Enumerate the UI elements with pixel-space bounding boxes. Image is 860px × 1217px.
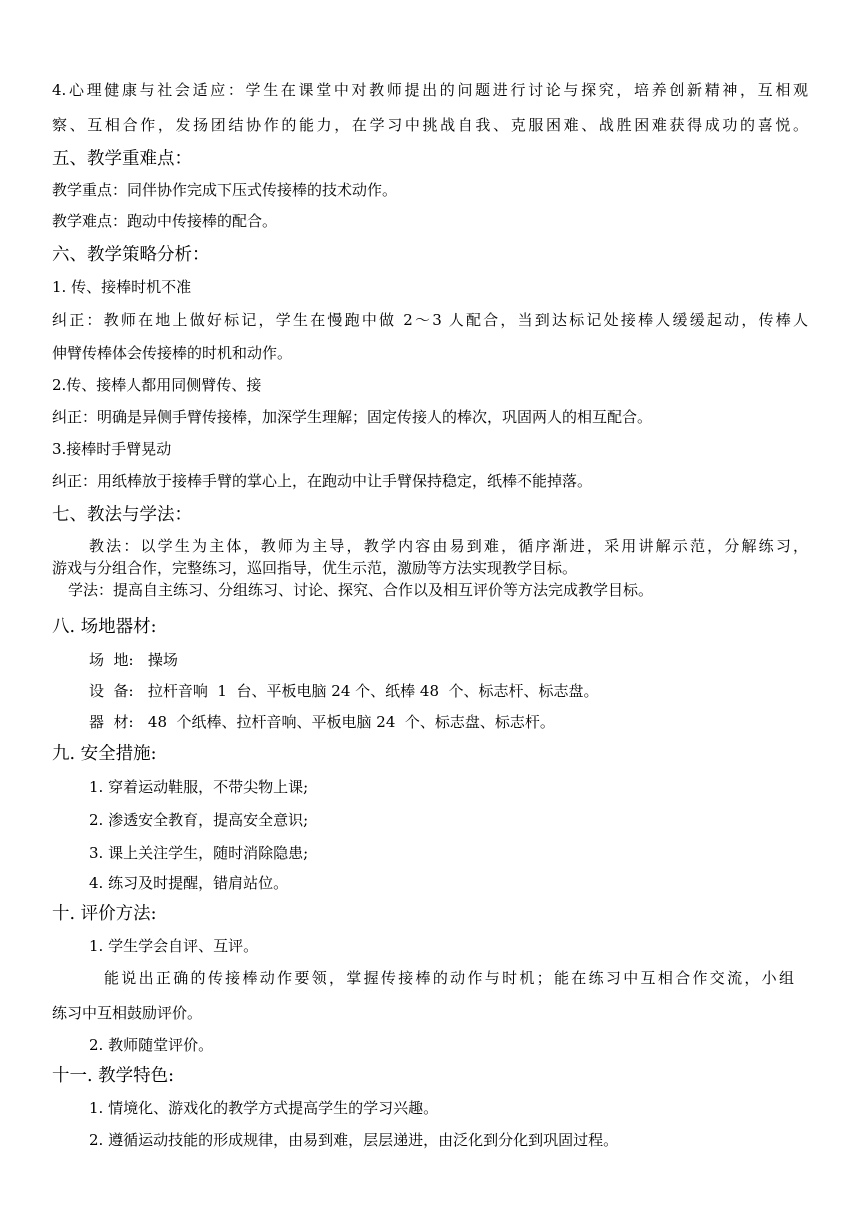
venue-line: 场 地: 操场	[89, 651, 178, 669]
safety-item: 3. 课上关注学生，随时消除隐患;	[89, 844, 309, 862]
evaluation-detail: 练习中互相鼓励评价。	[52, 1004, 203, 1022]
feature-item: 1. 情境化、游戏化的教学方式提高学生的学习兴趣。	[89, 1099, 439, 1117]
strategy-fix: 纠正：明确是异侧手臂传接棒，加深学生理解；固定传接人的棒次，巩固两人的相互配合。	[52, 408, 653, 426]
evaluation-detail: 能说出正确的传接棒动作要领，掌握传接棒的动作与时机；能在练习中互相合作交流，小组	[104, 969, 794, 987]
section-heading: 六、教学策略分析：	[52, 245, 210, 265]
safety-item: 4. 练习及时提醒，错肩站位。	[89, 874, 289, 892]
strategy-fix: 伸臂传棒体会传接棒的时机和动作。	[52, 344, 293, 362]
strategy-fix: 纠正：教师在地上做好标记，学生在慢跑中做 2～3 人配合，当到达标记处接棒人缓缓起动，传棒人	[52, 311, 808, 329]
section-heading: 八. 场地器材:	[52, 617, 157, 637]
safety-item: 1. 穿着运动鞋服，不带尖物上课;	[89, 778, 309, 796]
strategy-item: 1. 传、接棒时机不准	[52, 278, 192, 296]
safety-item: 2. 渗透安全教育，提高安全意识;	[89, 811, 309, 829]
section-heading: 十. 评价方法:	[52, 904, 157, 924]
learning-method: 学法：提高自主练习、分组练习、讨论、探究、合作以及相互评价等方法完成教学目标。	[68, 581, 654, 599]
strategy-fix: 纠正：用纸棒放于接棒手臂的掌心上，在跑动中让手臂保持稳定，纸棒不能掉落。	[52, 472, 593, 490]
equipment-line: 器 材: 48 个纸棒、拉杆音响、平板电脑 24 个、标志盘、标志杆。	[89, 713, 555, 731]
teaching-method: 游戏与分组合作，完整练习，巡回指导，优生示范，激励等方法实现教学目标。	[52, 559, 578, 577]
paragraph-line: 4.心理健康与社会适应：学生在课堂中对教师提出的问题进行讨论与探究，培养创新精神，互相观	[52, 81, 808, 99]
section-heading: 七、教法与学法：	[52, 505, 192, 525]
strategy-item: 3.接棒时手臂晃动	[52, 440, 172, 458]
paragraph-line: 察、互相合作，发扬团结协作的能力，在学习中挑战自我、克服困难、战胜困难获得成功的喜悦。	[52, 116, 808, 134]
difficulty-point: 教学难点：跑动中传接棒的配合。	[52, 212, 278, 230]
evaluation-item: 2. 教师随堂评价。	[89, 1036, 214, 1054]
facilities-line: 设 备: 拉杆音响 1 台、平板电脑 24 个、纸棒 48 个、标志杆、标志盘。	[89, 682, 599, 700]
section-heading: 五、教学重难点：	[52, 149, 192, 169]
evaluation-item: 1. 学生学会自评、互评。	[89, 937, 259, 955]
section-heading: 十一. 教学特色:	[52, 1066, 175, 1086]
key-point: 教学重点：同伴协作完成下压式传接棒的技术动作。	[52, 181, 398, 199]
teaching-method: 教法：以学生为主体，教师为主导，教学内容由易到难，循序渐进，采用讲解示范，分解练习，	[89, 537, 808, 555]
strategy-item: 2.传、接棒人都用同侧臂传、接	[52, 376, 262, 394]
section-heading: 九. 安全措施:	[52, 744, 157, 764]
feature-item: 2. 遵循运动技能的形成规律，由易到难，层层递进，由泛化到分化到巩固过程。	[89, 1131, 619, 1149]
